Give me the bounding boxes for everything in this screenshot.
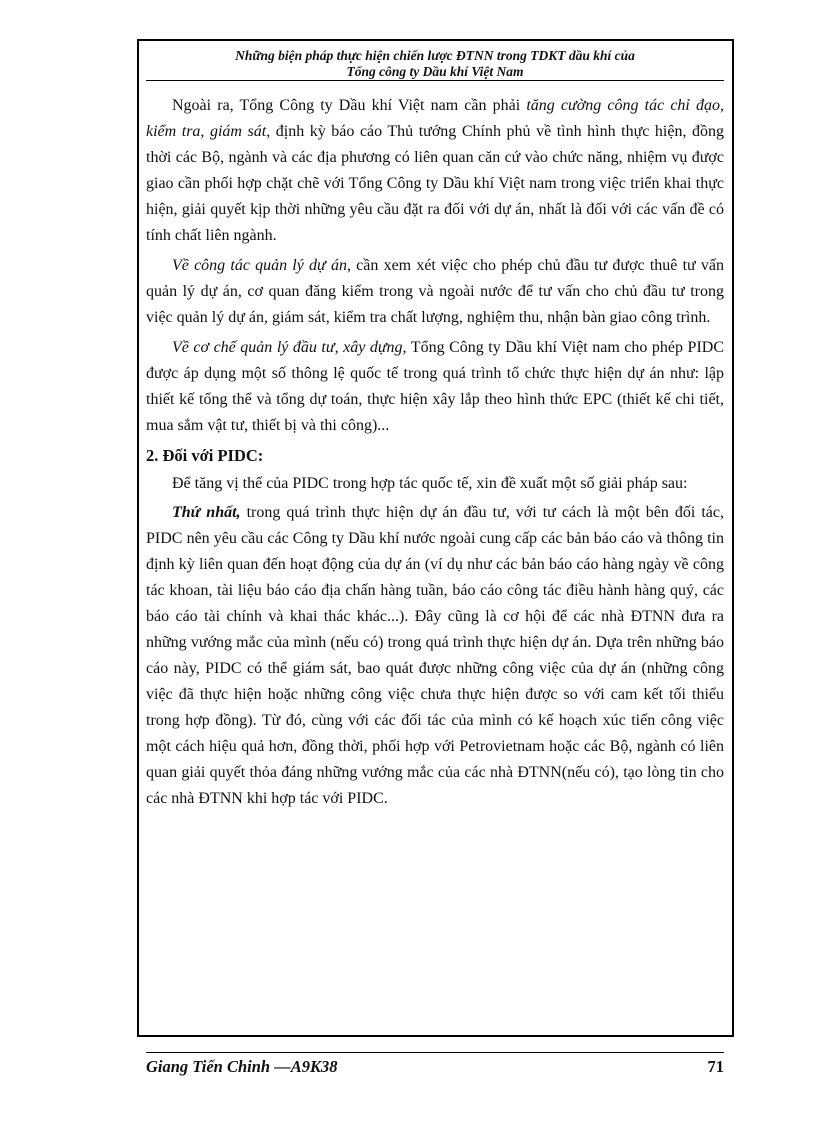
- document-body: [146, 93, 724, 816]
- header-divider: [146, 80, 724, 81]
- paragraph-1-text-c: , định kỳ báo cáo Thủ tướng Chính phủ về tình hình thực hiện, đồng thời các Bộ, ngành và các địa phương có liên quan căn cứ vào chức năng, nhiệm vụ được giao cần phối hợp chặt chẽ với Tổng Công ty Dầu khí Việt nam trong việc triển khai thực hiện, giải quyết kịp thời những yêu cầu đặt ra đối với dự án, nhất là đối với các vấn đề có tính chất liên ngành.: [146, 123, 725, 244]
- paragraph-5: [146, 500, 724, 812]
- paragraph-5-lead: Thứ nhất,: [172, 504, 241, 521]
- paragraph-5-text: trong quá trình thực hiện dự án đầu tư, với tư cách là một bên đối tác, PIDC nên yêu cầu các Công ty Dầu khí nước ngoài cung cấp các bản báo cáo và thông tin định kỳ liên quan đến hoạt động của dự án (ví dụ như các bản báo cáo hàng ngày về công tác khoan, tài liệu báo cáo địa chấn hàng tuần, báo cáo công tác điều hành hàng quý, các báo cáo tài chính và khai thác khác...). Đây cũng là cơ hội để các nhà ĐTNN đưa ra những vướng mắc của mình (nếu có) trong quá trình thực hiện dự án. Dựa trên những báo cáo này, PIDC có thể giám sát, bao quát được những công việc của dự án (những công việc đã thực hiện hoặc những công việc chưa thực hiện được so với cam kết tối thiểu trong hợp đồng). Từ đó, cùng với các đối tác của mình có kế hoạch xúc tiến công việc một cách hiệu quả hơn, đồng thời, phối hợp với Petrovietnam hoặc các Bộ, ngành có liên quan giải quyết thỏa đáng những vướng mắc của các nhà ĐTNN(nếu có), tạo lòng tin cho các nhà ĐTNN khi hợp tác với PIDC.: [146, 504, 725, 807]
- paragraph-1-emphasis: tăng cường công tác chỉ đạo, kiểm tra, giám sát: [146, 97, 724, 140]
- footer-author: Giang Tiến Chinh —A9K38: [146, 1057, 338, 1076]
- paragraph-4: Để tăng vị thế của PIDC trong hợp tác quốc tế, xin đề xuất một số giải pháp sau:: [172, 475, 688, 492]
- paragraph-2: [146, 253, 724, 331]
- section-heading: 2. Đối với PIDC:: [146, 446, 264, 465]
- paragraph-2-text: , cần xem xét việc cho phép chủ đầu tư được thuê tư vấn quản lý dự án, cơ quan đăng kiểm trong và ngoài nước để tư vấn cho chủ đầu tư trong việc quản lý dự án, giám sát, kiểm tra chất lượng, nghiệm thu, nhận bàn giao công trình.: [146, 257, 725, 326]
- paragraph-3: [146, 335, 724, 439]
- paragraph-1: [146, 93, 724, 249]
- page-number: 71: [707, 1057, 724, 1076]
- paragraph-3-emphasis: Về cơ chế quản lý đầu tư, xây dựng,: [172, 339, 407, 356]
- running-header: [146, 48, 724, 80]
- paragraph-1-text-a: Ngoài ra, Tổng Công ty Dầu khí Việt nam cần phải: [172, 97, 527, 114]
- header-line-1: Những biện pháp thực hiện chiến lược ĐTNN trong TDKT dầu khí của: [235, 48, 635, 63]
- paragraph-2-emphasis: Về công tác quản lý dự án: [172, 257, 347, 274]
- paragraph-3-text: Tổng Công ty Dầu khí Việt nam cho phép PIDC được áp dụng một số thông lệ quốc tế trong quá trình tổ chức thực hiện dự án như: lập thiết kế tổng thể và tổng dự toán, thực hiện xây lắp theo hình thức EPC (thiết kế chi tiết, mua sắm vật tư, thiết bị và thi công)...: [146, 339, 724, 434]
- header-line-2: Tổng công ty Dầu khí Việt Nam: [346, 64, 524, 79]
- footer-divider: [146, 1052, 724, 1053]
